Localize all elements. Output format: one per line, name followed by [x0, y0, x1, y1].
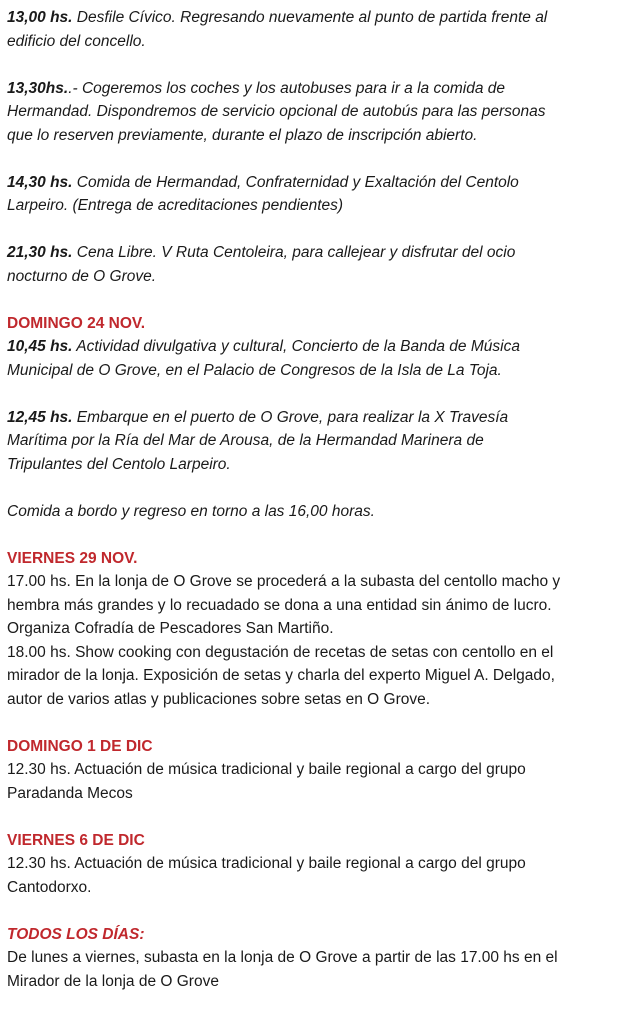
viernes29-line-6: autor de varios atlas y publicaciones sobre setas en O Grove.: [7, 691, 431, 708]
todos-line-1: De lunes a viernes, subasta en la lonja de O Grove a partir de las 17.00 hs en el: [7, 949, 558, 966]
event-12-45-line-3: Tripulantes del Centolo Larpeiro.: [7, 456, 231, 473]
section-heading-viernes-29: VIERNES 29 NOV.: [7, 550, 138, 567]
event-text: Actividad divulgativa y cultural, Concierto de la Banda de Música: [72, 338, 520, 355]
event-13-00-line-2: edificio del concello.: [7, 33, 146, 50]
event-13-00-line-1: [7, 8, 547, 28]
viernes29-line-2: hembra más grandes y lo recuadado se dona a una entidad sin ánimo de lucro.: [7, 597, 552, 614]
event-10-45-line-1: [7, 337, 520, 357]
domingo1-line-1: 12.30 hs. Actuación de música tradicional y baile regional a cargo del grupo: [7, 761, 526, 778]
event-14-30-line-1: [7, 173, 519, 193]
event-21-30-line-2: nocturno de O Grove.: [7, 268, 157, 285]
event-13-30-line-2: Hermandad. Dispondremos de servicio opcional de autobús para las personas: [7, 103, 546, 120]
viernes29-line-5: mirador de la lonja. Exposición de setas y charla del experto Miguel A. Delgado,: [7, 667, 555, 684]
section-heading-viernes-6: VIERNES 6 DE DIC: [7, 832, 145, 849]
event-time: 13,00 hs.: [7, 9, 73, 26]
event-12-45-line-1: [7, 408, 508, 428]
domingo1-line-2: Paradanda Mecos: [7, 785, 133, 802]
event-21-30-line-1: [7, 243, 515, 263]
event-text: Embarque en el puerto de O Grove, para realizar la X Travesía: [72, 409, 509, 426]
section-heading-todos-los-dias: TODOS LOS DÍAS:: [7, 926, 145, 943]
event-time: 13,30hs.: [7, 80, 69, 97]
event-time: 14,30 hs.: [7, 174, 73, 191]
event-10-45-line-2: Municipal de O Grove, en el Palacio de Congresos de la Isla de La Toja.: [7, 362, 502, 379]
event-13-30-line-3: que lo reserven previamente, durante el plazo de inscripción abierto.: [7, 127, 478, 144]
section-heading-domingo-1: DOMINGO 1 DE DIC: [7, 738, 153, 755]
event-13-30-line-1: [7, 79, 505, 99]
viernes29-line-4: 18.00 hs. Show cooking con degustación de recetas de setas con centollo en el: [7, 644, 554, 661]
todos-line-2: Mirador de la lonja de O Grove: [7, 973, 219, 990]
lunch-aboard-line: Comida a bordo y regreso en torno a las 16,00 horas.: [7, 503, 375, 520]
section-heading-domingo-24: DOMINGO 24 NOV.: [7, 315, 146, 332]
viernes29-line-1: 17.00 hs. En la lonja de O Grove se procederá a la subasta del centollo macho y: [7, 573, 561, 590]
viernes6-line-2: Cantodorxo.: [7, 879, 92, 896]
viernes29-line-3: Organiza Cofradía de Pescadores San Martiño.: [7, 620, 334, 637]
event-text: .- Cogeremos los coches y los autobuses para ir a la comida de: [68, 80, 505, 97]
event-time: 12,45 hs.: [7, 409, 73, 426]
event-14-30-line-2: Larpeiro. (Entrega de acreditaciones pendientes): [7, 197, 344, 214]
event-time: 21,30 hs.: [7, 244, 73, 261]
event-time: 10,45 hs.: [7, 338, 73, 355]
event-text: Comida de Hermandad, Confraternidad y Exaltación del Centolo: [72, 174, 519, 191]
event-text: Cena Libre. V Ruta Centoleira, para callejear y disfrutar del ocio: [72, 244, 516, 261]
viernes6-line-1: 12.30 hs. Actuación de música tradicional y baile regional a cargo del grupo: [7, 855, 526, 872]
event-text: Desfile Cívico. Regresando nuevamente al punto de partida frente al: [72, 9, 548, 26]
event-12-45-line-2: Marítima por la Ría del Mar de Arousa, de la Hermandad Marinera de: [7, 432, 484, 449]
